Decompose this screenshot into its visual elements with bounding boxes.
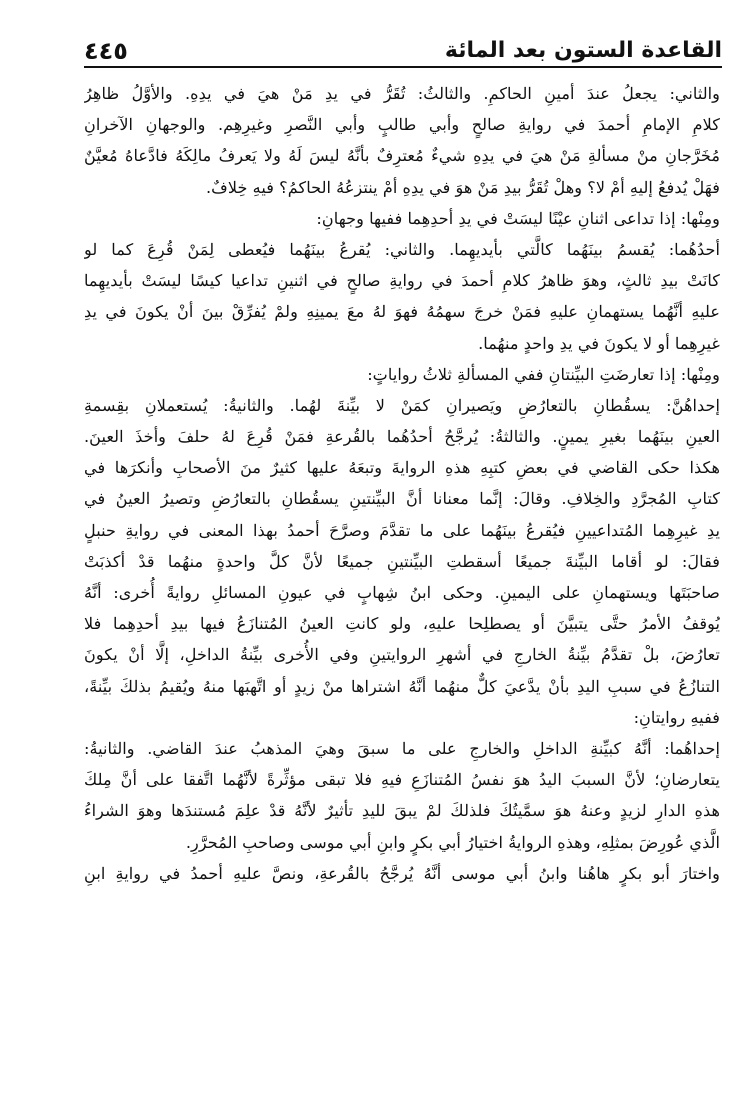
text-line: إحداهُنَّ: يسقُطانِ بالتعارُضِ ويَصيرانِ كمَنْ لا بيِّنةَ لهُما. والثانيةُ: يُستعملانِ بقِسمةِ bbox=[84, 395, 720, 415]
text-line: العينِ بينَهُما بغيرِ يمينٍ. والثالثةُ: يُرجَّحُ أحدُهُما بالقُرعةِ فمَنْ قُرِعَ لهُ حلفَ وأخذَ العينَ. bbox=[84, 427, 720, 447]
text-line: غيرِهِما أو لا يكونَ في يدِ واحدٍ منهُما. bbox=[478, 333, 720, 353]
text-line: يدِ غيرِهِما المُتداعيينِ فيُقرعُ بينَهُما على ما تقدَّمَ وصرَّحَ أحمدُ بهذا المعنى في روايةِ حنبلٍ bbox=[84, 520, 720, 540]
page-number: ٤٤٥ bbox=[84, 37, 128, 65]
text-line: أحدُهُما: يُقسمُ بينَهُما كالَّتي بأيديهِما. والثاني: يُقرعُ بينَهُما فيُعطى لِمَنْ قُرِعَ كما لو bbox=[84, 239, 720, 259]
text-line: يتعارضانِ؛ لأنَّ السببَ اليدُ هوَ نفسُ المُتنازَعِ فيهِ فلا تبقى مؤثِّرةً لأنَّهُما اتَّفقا على أنَّ مِلكَ bbox=[84, 770, 720, 790]
text-line: ومِنْها: إذا تداعى اثنانِ عيْنًا ليسَتْ في يدِ أحدِهِما ففيها وجهانِ: bbox=[316, 208, 720, 228]
text-line: والثاني: يجعلُ عندَ أمينِ الحاكمِ. والثالثُ: تُقَرُّ في يدِ مَنْ هيَ في يدِهِ. والأوَّلُ ظاهِرُ bbox=[84, 84, 720, 103]
text-line: هذهِ الدارِ لزيدٍ وعنهُ هوَ سمَّيتُكَ فلذلكَ لمْ يبقَ لليدِ تأثيرٌ لأنَّهُ قدْ علِمَ مُستندَها وهوَ الشراءُ bbox=[84, 801, 720, 821]
text-line: يُوقفُ الأمرُ حتَّى يتبيَّنَ أو يصطلِحا عليهِ، ولو كانتِ العينُ المُتنازَعُ فيها بيدِ أحدِهِما فلا bbox=[84, 614, 720, 634]
text-line: هكذا حكى القاضي في بعضِ كتبِهِ هذهِ الروايةَ وتبعَهُ عليها كثيرٌ منَ الأصحابِ وأنكرَها في bbox=[84, 458, 720, 478]
header-divider bbox=[84, 66, 722, 68]
text-line: فهَلْ يُدفعُ إليهِ أمْ لا؟ وهلْ تُقَرُّ بيدِ مَنْ هوَ في يدِهِ أمْ ينتزعُهُ الحاكمُ؟ فيهِ خِلافٌ. bbox=[205, 177, 720, 197]
text-line: واختارَ أبو بكرٍ هاهُنا وابنُ أبي موسى أنَّهُ يُرجَّحُ بالقُرعةِ، ونصَّ عليهِ أحمدُ في روايةِ ابنِ bbox=[84, 863, 720, 883]
text-line: كتابِ المُجرَّدِ والخِلافِ. وقالَ: إنَّما معنانا أنَّ البيِّنتينِ يسقُطانِ بالتعارُضِ وتصيرُ العينُ في bbox=[84, 489, 720, 509]
text-line: فقالَ: لو أقاما البيِّنةَ جميعًا أسقطتِ البيِّنتينِ جميعًا لأنَّ كلَّ واحدةٍ منهُما قدْ أكذبَتْ bbox=[84, 551, 720, 571]
text-line: مُخَرَّجانِ منْ مسألةِ مَنْ هيَ في يدِهِ شيءٌ مُعترِفٌ بأنَّهُ ليسَ لَهُ ولا يَعرفُ مالِكَهُ فادَّعاهُ مُعيَّنٌ bbox=[84, 146, 720, 166]
text-line: الَّذي عُورِضَ بمثلِهِ، وهذهِ الروايةُ اختيارُ أبي بكرٍ وابنِ أبي موسى وصاحبِ المُحرَّرِ. bbox=[185, 832, 720, 852]
text-line: ومِنْها: إذا تعارضَتِ البيِّنتانِ ففي المسألةِ ثلاثُ رواياتٍ: bbox=[367, 364, 720, 384]
text-line: ففيهِ روايتانِ: bbox=[633, 707, 720, 727]
running-title: القاعدة الستون بعد المائة bbox=[444, 38, 722, 63]
page-header bbox=[84, 22, 722, 66]
text-line: كلامِ الإمامِ أحمدَ في روايةِ صالحٍ وأبي طالبٍ وأبي النَّصرِ وغيرِهِم. والوجهانِ الآخرانِ bbox=[84, 115, 720, 135]
text-line: التنازُعُ في سببِ اليدِ بأنْ يدَّعيَ كلٌّ منهُما أنَّهُ اشتراها منْ زيدٍ أو اتَّهبَها منهُ ويُقيمُ بذلكَ بيِّنةً، bbox=[84, 676, 720, 696]
text-line: تعارُضَ، بلْ تقدَّمُ بيِّنةُ الخارجِ في أشهرِ الروايتينِ وفي الأُخرى بيِّنةُ الداخلِ، إلَّا أنْ يكونَ bbox=[84, 645, 720, 665]
text-line: صاحبَتَها ويستهمانِ على اليمينِ. وحكى ابنُ شِهابٍ في عيونِ المسائلِ روايةً أُخرى: أنَّهُ bbox=[84, 583, 720, 602]
text-line: عليهِ أنَّهُما يستهمانِ عليهِ فمَنْ خرجَ سهمُهُ فهوَ لهُ معَ يمينِهِ ولمْ يُفرِّقْ بينَ أنْ يكونَ في يدِ bbox=[84, 302, 720, 322]
text-line: إحداهُما: أنَّهُ كبيِّنةِ الداخلِ والخارجِ على ما سبقَ وهيَ المذهبُ عندَ القاضي. والثانيةُ: bbox=[84, 738, 720, 758]
text-line: كانَتْ بيدِ ثالثٍ، وهوَ ظاهرُ كلامِ أحمدَ في روايةِ صالحٍ في اثنينِ تداعيا كيسًا ليسَتْ بأيديهِما bbox=[84, 271, 720, 291]
body-text bbox=[84, 78, 720, 889]
